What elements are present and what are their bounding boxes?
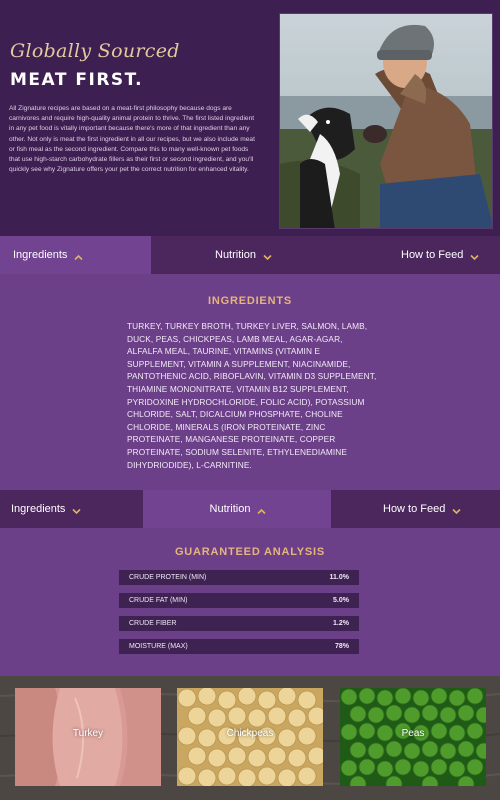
chevron-down-icon: [452, 506, 459, 513]
food-images-strip: [0, 676, 500, 800]
analysis-label: CRUDE FIBER: [129, 620, 177, 627]
analysis-value: 78%: [334, 643, 349, 650]
chevron-down-icon: [263, 252, 270, 259]
food-image-turkey: [15, 688, 161, 786]
guaranteed-analysis-heading: GUARANTEED ANALYSIS: [174, 546, 326, 558]
ingredients-list: TURKEY, TURKEY BROTH, TURKEY LIVER, SALMON, LAMB, DUCK, PEAS, CHICKPEAS, LAMB MEAL, AGAR-AGAR, ALFALFA MEAL, TAURINE, VITAMINS (VITAMIN E SUPPLEMENT, VITAMIN A SUPPLEMENT, NIACINAMIDE, PANTOTHENIC ACID, RIBOFLAVIN, VITAMIN D3 SUPPLEMENT, THIAMINE MONONITRATE, VITAMIN B12 SUPPLEMENT, PYRIDOXINE HYDROCHLORIDE, FOLIC ACID), POTASSIUM CHLORIDE, SALT, DICALCIUM PHOSPHATE, CHOLINE CHLORIDE, MINERALS (IRON PROTEINATE, ZINC PROTEINATE, MANGANESE PROTEINATE, COPPER PROTEINATE, SODIUM SELENITE, ETHYLENEDIAMINE DIHYDRIODIDE), L-CARNITINE.: [127, 321, 377, 470]
tab-nutrition-label: Nutrition: [209, 503, 251, 515]
tab-ingredients[interactable]: [11, 490, 79, 528]
tab-ingredients-label: Ingredients: [11, 503, 66, 515]
analysis-value: 1.2%: [333, 620, 349, 627]
analysis-label: CRUDE FAT (MIN): [129, 597, 188, 604]
tab-how-to-feed-label: How to Feed: [401, 249, 464, 261]
hero-photo-man-with-dog: [279, 13, 493, 229]
tab-ingredients-label: Ingredients: [13, 249, 68, 261]
analysis-row: [119, 616, 359, 631]
hero-body-text: All Zignature recipes are based on a meat-first philosophy because dogs are carnivores and require high-quality animal protein to thrive. The first listed ingredient in any pet food is vitally important because there's more of that ingredient than any other. Not only is meat the first ingredient in all our recipes, but we also include meat or fish meal as the second ingredient. Compare this to many well-known pet foods that use high-starch carbohydrate fillers as their first or second ingredient, and you'll quickly see why Zignature offers your pet the correct nutrition for enhanced vitality.: [9, 105, 255, 174]
analysis-row: [119, 593, 359, 608]
tab-how-to-feed[interactable]: [383, 490, 459, 528]
analysis-value: 11.0%: [329, 574, 349, 581]
nutrition-panel: [0, 528, 500, 676]
hero-script-title: Globally Sourced: [10, 40, 180, 62]
analysis-value: 5.0%: [333, 597, 349, 604]
tab-bar-nutrition-open: [0, 490, 500, 528]
tab-nutrition[interactable]: [215, 236, 270, 274]
ingredients-panel: [0, 274, 500, 490]
tab-how-to-feed-label: How to Feed: [383, 503, 446, 515]
chevron-down-icon: [470, 252, 477, 259]
chevron-up-icon: [74, 252, 81, 259]
ingredients-heading: INGREDIENTS: [208, 295, 292, 307]
food-label: Peas: [401, 728, 425, 739]
chevron-up-icon: [257, 506, 264, 513]
tab-nutrition[interactable]: [143, 490, 331, 528]
food-label: Turkey: [72, 728, 104, 739]
analysis-label: MOISTURE (MAX): [129, 643, 188, 650]
analysis-row: [119, 639, 359, 654]
hero-title: MEAT FIRST.: [10, 70, 144, 90]
tab-bar-ingredients-open: [0, 236, 500, 274]
tab-how-to-feed[interactable]: [401, 236, 477, 274]
analysis-row: [119, 570, 359, 585]
analysis-label: CRUDE PROTEIN (MIN): [129, 574, 207, 581]
food-image-chickpeas: [177, 688, 323, 786]
tab-nutrition-label: Nutrition: [215, 249, 256, 261]
food-label: Chickpeas: [226, 728, 274, 739]
hero-section: [0, 0, 500, 236]
tab-ingredients[interactable]: [0, 236, 151, 274]
food-image-peas: [340, 688, 486, 786]
chevron-down-icon: [72, 506, 79, 513]
